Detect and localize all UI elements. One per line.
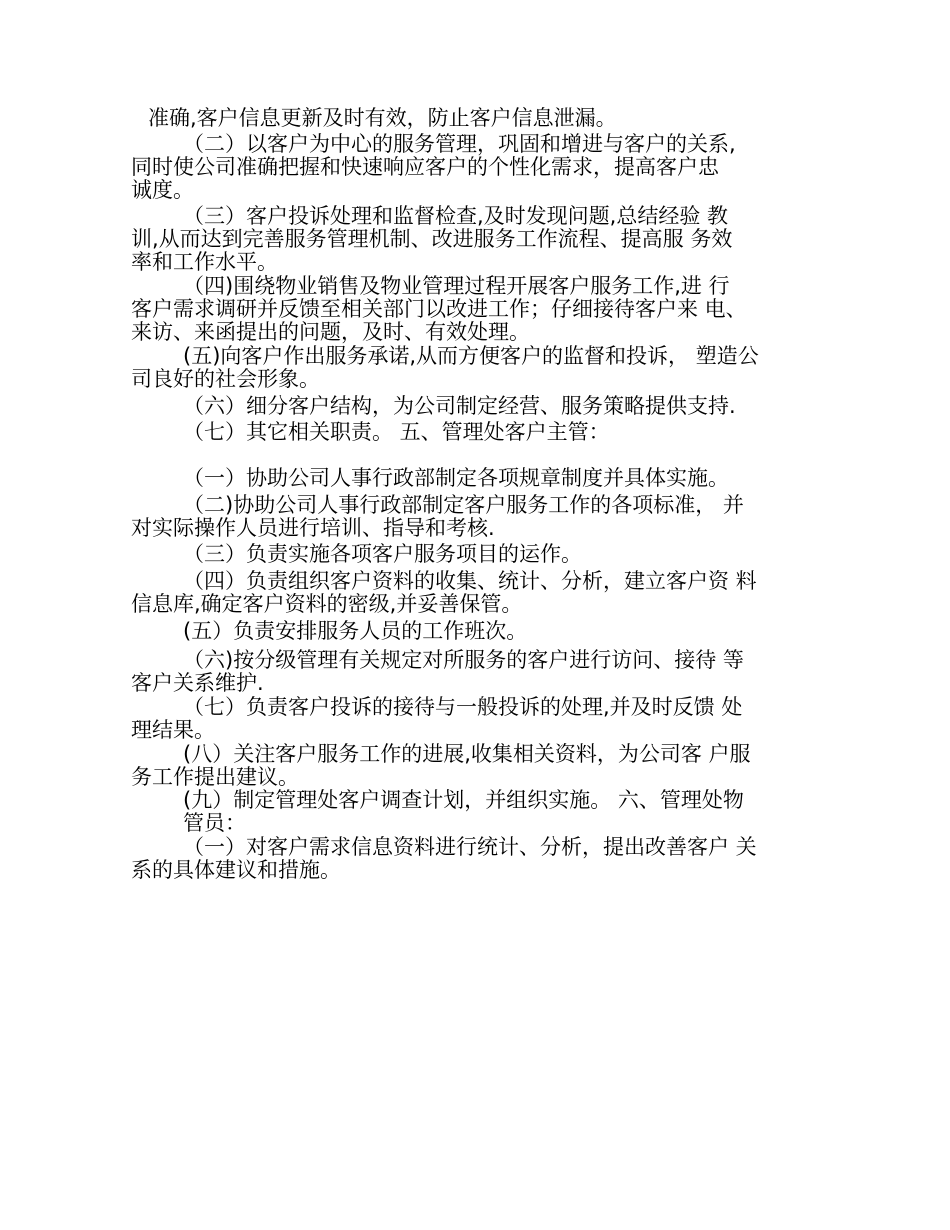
text-line: （一）对客户需求信息资料进行统计、分析，提出改善客户 关	[183, 835, 757, 859]
text-line: 准确,客户信息更新及时有效，防止客户信息泄漏。	[148, 106, 617, 130]
text-line: （六）细分客户结构，为公司制定经营、服务策略提供支持.	[183, 394, 736, 418]
text-line: （七）负责客户投诉的接待与一般投诉的处理,并及时反馈 处	[183, 695, 743, 719]
text-line: （七）其它相关职责。 五、管理处客户主管：	[183, 420, 610, 444]
text-line: (五)向客户作出服务承诺,从而方便客户的监督和投诉， 塑造公	[183, 344, 759, 368]
text-line: （四）负责组织客户资料的收集、统计、分析，建立客户资 料	[183, 569, 757, 593]
text-line: 来访、来函提出的问题，及时、有效处理。	[131, 320, 530, 344]
text-line: 司良好的社会形象。	[131, 367, 320, 391]
text-line: 率和工作水平。	[131, 250, 278, 274]
text-line: 务工作提出建议。	[131, 765, 299, 789]
text-line: (五）负责安排服务人员的工作班次。	[183, 619, 528, 643]
text-line: (九）制定管理处客户调查计划，并组织实施。 六、管理处物	[183, 788, 744, 812]
text-line: 理结果。	[131, 718, 215, 742]
text-line: 诚度。	[131, 178, 194, 202]
text-line: 同时使公司准确把握和快速响应客户的个性化需求，提高客户忠	[131, 155, 719, 179]
text-line: （二)协助公司人事行政部制定客户服务工作的各项标准， 并	[183, 493, 744, 517]
text-line: 管员：	[183, 811, 246, 835]
text-line: (八）关注客户服务工作的进展,收集相关资料，为公司客 户服	[183, 742, 751, 766]
text-line: （六)按分级管理有关规定对所服务的客户进行访问、接待 等	[183, 648, 744, 672]
text-line: 训,从而达到完善服务管理机制、改进服务工作流程、提高服 务效	[131, 227, 733, 251]
text-line: （一）协助公司人事行政部制定各项规章制度并具体实施。	[183, 466, 729, 490]
text-line: （三）负责实施各项客户服务项目的运作。	[183, 542, 582, 566]
text-line: （四)围绕物业销售及物业管理过程开展客户服务工作,进 行	[183, 274, 730, 298]
text-line: （二）以客户为中心的服务管理，巩固和增进与客户的关系,	[183, 132, 736, 156]
text-line: 系的具体建议和措施。	[131, 858, 341, 882]
text-line: 客户需求调研并反馈至相关部门以改进工作；仔细接待客户来 电、	[131, 297, 747, 321]
text-line: 信息库,确定客户资料的密级,并妥善保管。	[131, 592, 523, 616]
text-line: 客户关系维护.	[131, 671, 264, 695]
text-line: （三）客户投诉处理和监督检查,及时发现问题,总结经验 教	[183, 204, 729, 228]
text-line: 对实际操作人员进行培训、指导和考核.	[131, 516, 495, 540]
